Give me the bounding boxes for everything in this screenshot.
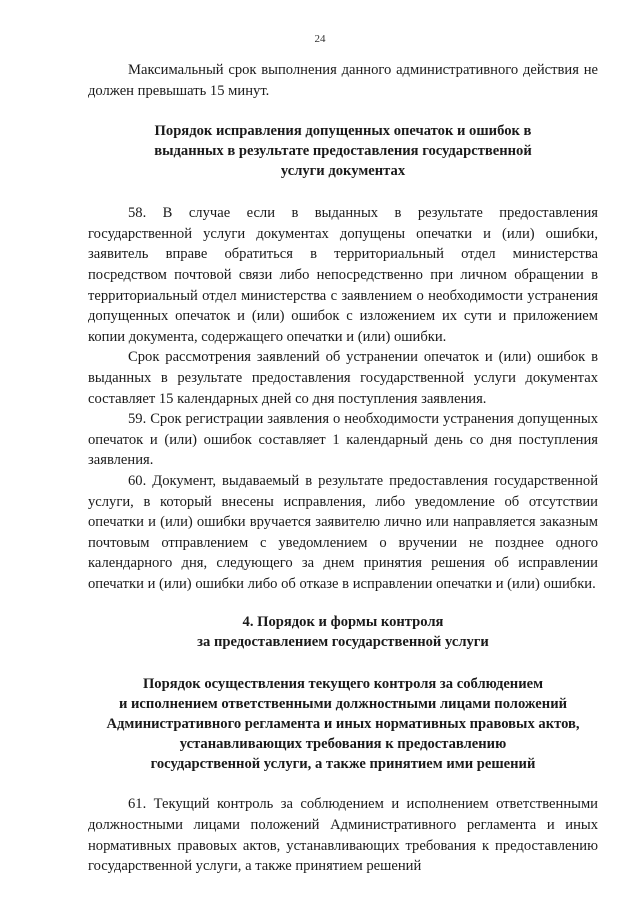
subheading-line: Порядок осуществления текущего контроля за соблюдением (142, 676, 544, 693)
subheading-line: устанавливающих требования к предоставлению (179, 736, 507, 753)
paragraph-58: 58. В случае если в выданных в результате предоставления государственной услуги документах допущены опечатки и (или) ошибки, заявитель вправе обратиться в территориальный отдел министерства посредством почтовой связи либо непосредственно при личном обращении в территориальный отдел министерства с заявлением о необходимости устранения допущенных опечаток и (или) ошибок с изложением их сути и приложением копии документа, содержащего опечатки и (или) ошибки. (88, 205, 598, 345)
subheading-line: и исполнением ответственными должностными лицами положений (118, 696, 568, 713)
section-heading-line2: за предоставлением государственной услуги (197, 634, 489, 651)
paragraph-60: 60. Документ, выдаваемый в результате предоставления государственной услуги, в который внесены исправления, либо уведомление об отсутствии опечатки и (или) ошибки вручается заявителю лично или направляется заказным почтовым отправлением с уведомлением о вручении не позднее одного календарного дня, следующего за днем принятия решения об исправлении опечатки и (или) ошибки либо об отказе в исправлении опечатки и (или) ошибки. (88, 472, 598, 592)
heading-corrections: Порядок исправления допущенных опечаток и ошибок в выданных в результате предоставления государственной услуги документах (154, 123, 532, 180)
paragraph-59: 59. Срок регистрации заявления о необходимости устранения допущенных опечаток и (или) ошибок составляет 1 календарный день со дня поступления заявления. (88, 411, 598, 469)
paragraph-58-term: Срок рассмотрения заявлений об устранении опечаток и (или) ошибок в выданных в результате предоставления государственной услуги документах составляет 15 календарных дней со дня поступления заявления. (88, 349, 598, 407)
page-content (88, 60, 598, 877)
page-number: 24 (314, 33, 326, 45)
subheading-line: государственной услуги, а также принятием ими решений (150, 756, 536, 773)
paragraph-intro: Максимальный срок выполнения данного административного действия не должен превышать 15 минут. (88, 62, 598, 99)
section-heading-line1: 4. Порядок и формы контроля (242, 614, 444, 631)
paragraph-61: 61. Текущий контроль за соблюдением и исполнением ответственными должностными лицами положений Административного регламента и иных нормативных правовых актов, устанавливающих требования к предоставлению государственной услуги, а также принятием решений (88, 796, 598, 875)
subheading-line: Административного регламента и иных нормативных правовых актов, (106, 716, 580, 733)
